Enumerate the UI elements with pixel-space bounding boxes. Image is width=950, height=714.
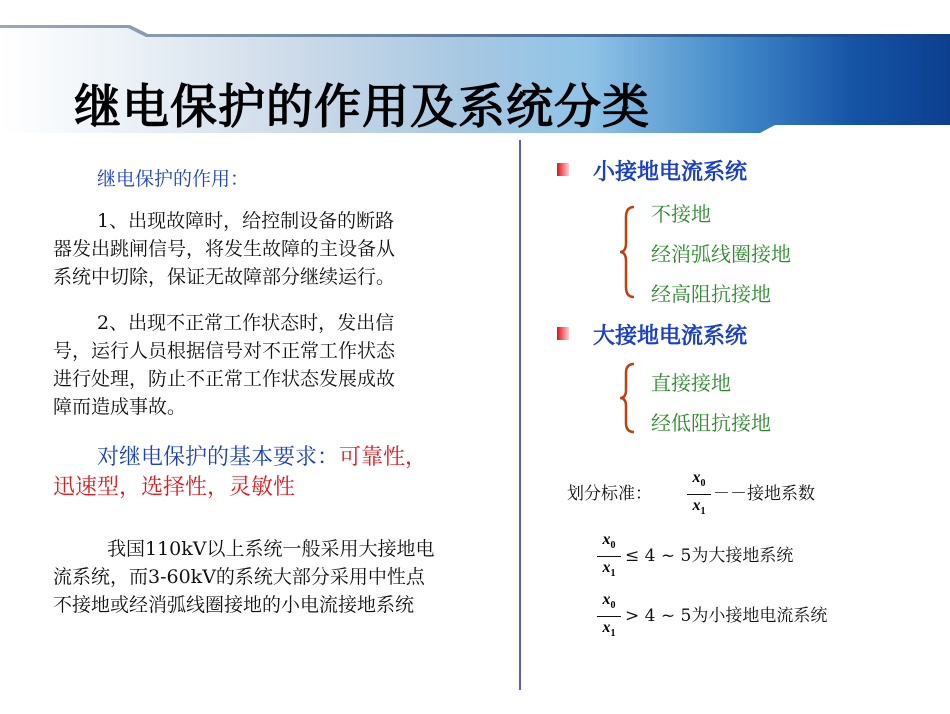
large-item: 经低阻抗接地 <box>651 411 771 435</box>
rule-large: ≤ 4 ~ 5为大接地系统 <box>625 546 794 566</box>
column-divider <box>519 140 521 690</box>
para2-line: 2、出现不正常工作状态时，发出信 <box>97 312 395 334</box>
ratio-num-sub: 0 <box>610 540 616 552</box>
ratio-den: x <box>692 497 701 515</box>
para2-line: 进行处理，防止不正常工作状态发展成故 <box>53 368 396 390</box>
para3-line: 我国110kV以上系统一般采用大接地电 <box>107 538 435 560</box>
rule-small: > 4 ~ 5为小接地电流系统 <box>625 606 828 626</box>
ratio-fraction <box>687 468 711 523</box>
ratio-num: x <box>602 591 611 608</box>
para3-line: 不接地或经消弧线圈接地的小电流接地系统 <box>53 594 415 616</box>
criteria-label: 划分标准： <box>567 484 652 504</box>
page-title: 继电保护的作用及系统分类 <box>74 80 650 135</box>
ratio-fraction <box>597 530 621 585</box>
ratio-num-sub: 0 <box>700 478 706 490</box>
ratio-den: x <box>602 619 611 637</box>
requirements-line <box>97 440 427 471</box>
small-item: 经消弧线圈接地 <box>651 242 791 266</box>
ratio-num-sub: 0 <box>610 600 616 612</box>
para1-line: 系统中切除，保证无故障部分继续运行。 <box>53 266 396 288</box>
para1-line: 器发出跳闸信号，将发生故障的主设备从 <box>53 238 396 260</box>
large-current-heading: 大接地电流系统 <box>593 324 748 349</box>
ratio-num: x <box>602 531 611 548</box>
para1-line: 1、出现故障时，给控制设备的断路 <box>97 210 395 232</box>
bullet-icon <box>557 163 569 176</box>
ratio-den-sub: 1 <box>700 506 706 518</box>
para2-line: 号，运行人员根据信号对不正常工作状态 <box>53 340 396 362</box>
ratio-fraction <box>597 590 621 645</box>
requirements-label: 对继电保护的基本要求： <box>97 445 340 470</box>
requirements-list: 迅速型，选择性，灵敏性 <box>53 475 296 500</box>
small-item: 经高阻抗接地 <box>651 282 771 306</box>
ratio-den: x <box>602 559 611 577</box>
criteria-desc: －－接地系数 <box>713 484 815 504</box>
ratio-den-sub: 1 <box>610 568 616 580</box>
banner-edge <box>0 25 950 37</box>
ratio-den-sub: 1 <box>610 628 616 640</box>
para2-line: 障而造成事故。 <box>53 396 187 418</box>
brace-icon <box>618 205 638 300</box>
small-current-heading: 小接地电流系统 <box>593 160 748 185</box>
large-item: 直接接地 <box>651 371 731 395</box>
small-item: 不接地 <box>651 202 711 226</box>
bullet-icon <box>557 327 569 340</box>
requirement-reliability: 可靠性， <box>339 445 428 470</box>
ratio-num: x <box>692 469 701 486</box>
brace-icon <box>618 362 638 434</box>
purpose-heading: 继电保护的作用： <box>97 168 250 190</box>
para3-line: 流系统，而3-60kV的系统大部分采用中性点 <box>53 566 425 588</box>
